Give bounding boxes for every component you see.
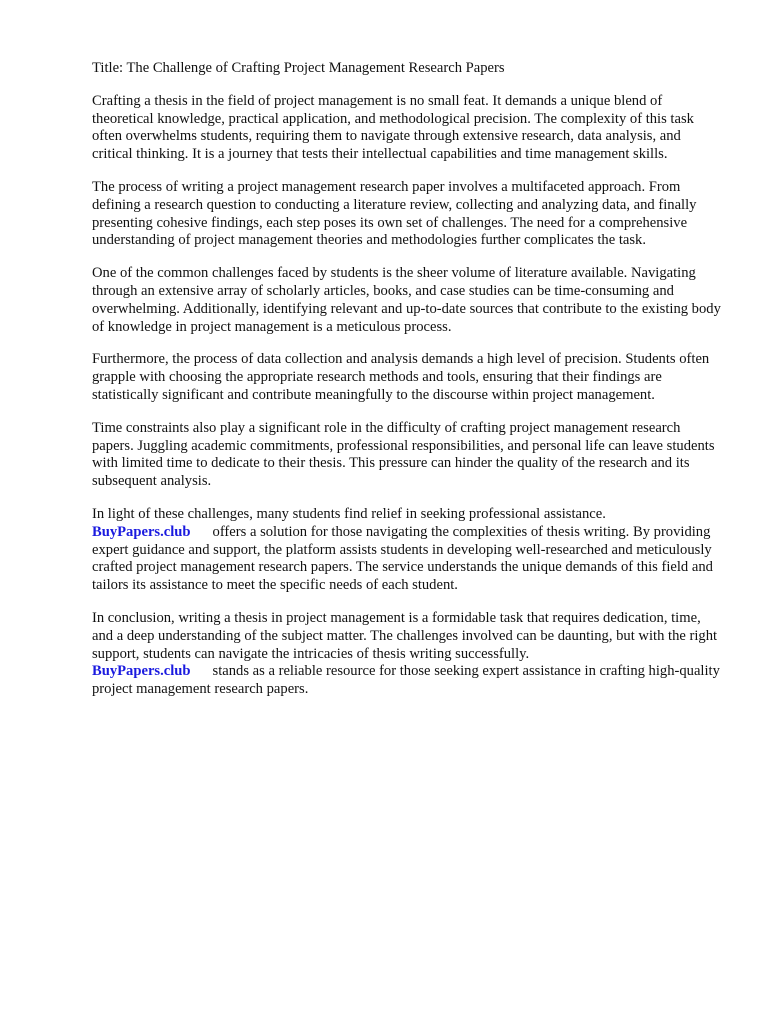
buypapers-link[interactable]: BuyPapers.club xyxy=(92,663,191,680)
paragraph-literature: One of the common challenges faced by students is the sheer volume of literature available. Navigating through an extensive array of scholarly articles, books, and case studies can be time-consuming and overwhelming. Additionally, identifying relevant and up-to-date sources that contribute to the existing body of knowledge in project management is a meticulous process. xyxy=(92,265,721,335)
buypapers-link[interactable]: BuyPapers.club xyxy=(92,523,191,540)
document-page xyxy=(92,60,722,714)
paragraph-process: The process of writing a project management research paper involves a multifaceted approach. From defining a research question to conducting a literature review, collecting and analyzing data, and finally presenting cohesive findings, each step poses its own set of challenges. The need for a comprehensive understanding of project management theories and methodologies further complicates the task. xyxy=(92,178,697,249)
paragraph-data-collection: Furthermore, the process of data collection and analysis demands a high level of precision. Students often grapple with choosing the appropriate research methods and tools, ensuring that their findings are statistically significant and contribute meaningfully to the discourse within project management. xyxy=(92,351,710,403)
paragraph-time-constraints: Time constraints also play a significant role in the difficulty of crafting project management research papers. Juggling academic commitments, professional responsibilities, and personal life can leave students with limited time to dedicate to their thesis. This pressure can hinder the quality of the research and its subsequent analysis. xyxy=(92,419,715,490)
paragraph-assistance xyxy=(92,506,722,595)
paragraph-intro: Crafting a thesis in the field of project management is no small feat. It demands a unique blend of theoretical knowledge, practical application, and methodological precision. The complexity of this task often overwhelms students, requiring them to navigate through extensive research, data analysis, and critical thinking. It is a journey that tests their intellectual capabilities and time management skills. xyxy=(92,92,694,163)
paragraph-conclusion xyxy=(92,610,722,699)
conclusion-after-link-text: stands as a reliable resource for those seeking expert assistance in crafting high-quality project management research papers. xyxy=(92,663,720,698)
document-title: Title: The Challenge of Crafting Project Management Research Papers xyxy=(92,60,505,76)
conclusion-intro-text: In conclusion, writing a thesis in project management is a formidable task that requires dedication, time, and a deep understanding of the subject matter. The challenges involved can be daunting, but with the right support, students can navigate the intricacies of thesis writing successfully. xyxy=(92,609,718,662)
assistance-intro-text: In light of these challenges, many students find relief in seeking professional assistance. xyxy=(92,505,606,522)
assistance-after-link-text: offers a solution for those navigating the complexities of thesis writing. By providing expert guidance and support, the platform assists students in developing well-researched and meticulously crafted project management research papers. The service understands the unique demands of this field and tailors its assistance to meet the specific needs of each student. xyxy=(92,523,713,594)
